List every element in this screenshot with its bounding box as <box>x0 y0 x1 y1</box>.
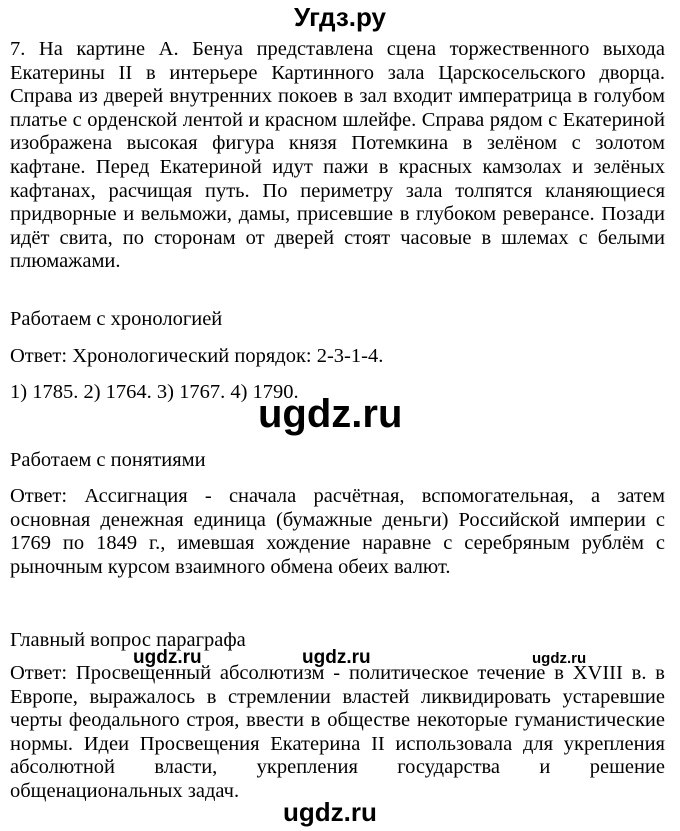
chronology-answer: Ответ: Хронологический порядок: 2-3-1-4. <box>10 345 384 367</box>
watermark-inline-middle: ugdz.ru <box>302 647 371 668</box>
chronology-dates: 1) 1785. 2) 1764. 3) 1767. 4) 1790. <box>10 381 299 403</box>
watermark-center: ugdz.ru <box>258 392 403 436</box>
watermark-footer: ugdz.ru <box>283 797 377 827</box>
watermark-inline-left: ugdz.ru <box>133 647 202 668</box>
site-title: Угдз.ру <box>294 2 386 32</box>
painting-description: 7. На картине А. Бенуа представлена сцена торжественного выхода Екатерины II в интерьере Картинного зала Царскосельского дворца. Справа из дверей внутренних покоев в зал входит императрица в голубом платье с орденской лентой и красном шлейфе. Справа рядом с Екатериной изображена высокая фигура князя Потемкина в зелёном с золотом кафтане. Перед Екатериной идут пажи в красных камзолах и зелёных кафтанах, расчищая путь. По периметру зала толпятся кланяющиеся придворные и вельможи, дамы, присевшие в глубоком реверансе. Позади идёт свита, по сторонам от дверей стоят часовые в шлемах с белыми плюмажами. <box>10 38 665 273</box>
main-question-heading: Главный вопрос параграфа <box>10 629 246 651</box>
watermark-inline-right: ugdz.ru <box>532 650 587 667</box>
concepts-answer: Ответ: Ассигнация - сначала расчётная, вспомогательная, а затем основная денежная единица (бумажные деньги) Российской империи с 1769 по 1849 г., имевшая хождение наравне с серебряным рублём с рыночным курсом взаимного обмена обеих валют. <box>10 485 665 578</box>
concepts-heading: Работаем с понятиями <box>10 449 206 471</box>
chronology-heading: Работаем с хронологией <box>10 308 223 330</box>
main-question-answer: Ответ: Просвещенный абсолютизм - политическое течение в XVIII в. в Европе, выражалось в стремлении властей ликвидировать устаревшие черты феодального строя, ввести в обществе некоторые гуманистические нормы. Идеи Просвещения Екатерина II использовала для укрепления абсолютной власти, укрепления государства и решение общенациональных задач. <box>10 662 665 802</box>
